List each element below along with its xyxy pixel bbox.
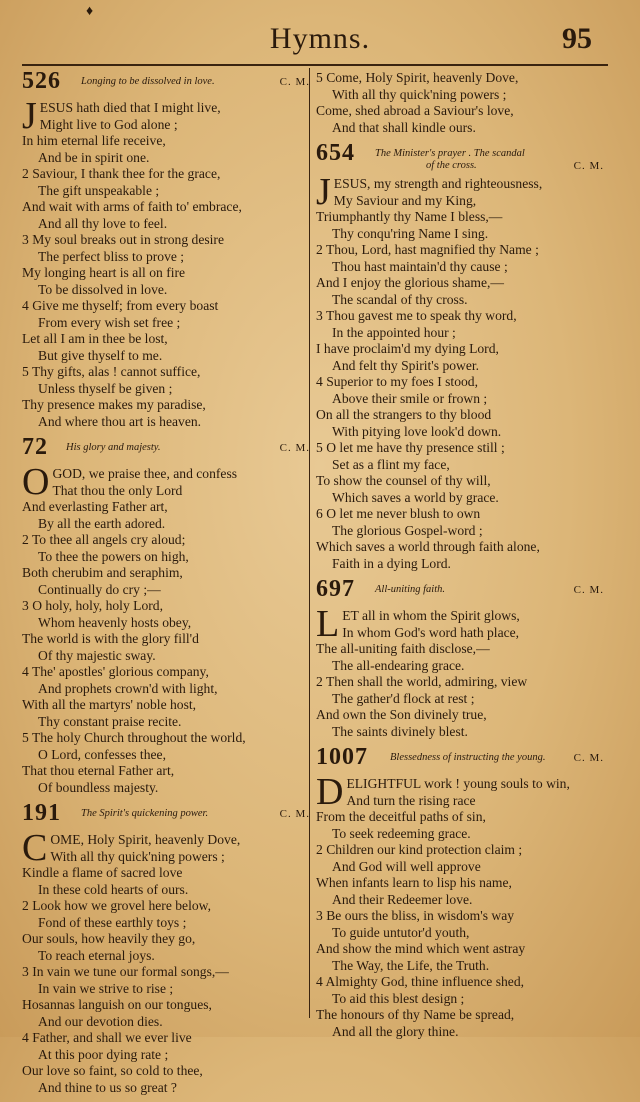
verse-line [316, 70, 604, 87]
verse-text: And show the mind which went astray [316, 941, 526, 956]
verse-line [22, 598, 310, 615]
verse-line [316, 259, 604, 276]
verse-line [22, 298, 310, 315]
verse-text: The all-endearing grace. [332, 657, 465, 673]
verse-line [22, 516, 310, 533]
hymn-meter: C. M. [279, 76, 310, 88]
hymn-header [316, 746, 604, 776]
verse-text: 4 The' apostles' glorious company, [22, 664, 209, 679]
verse-text: 4 Father, and shall we ever live [22, 1030, 192, 1045]
verse-text: And all the glory thine. [332, 1023, 459, 1039]
verse-line [22, 364, 310, 381]
verse-text: And be in spirit one. [38, 149, 150, 165]
verse-text: The honours of thy Name be spread, [316, 1007, 515, 1022]
verse-line [22, 216, 310, 233]
verse-line [316, 859, 604, 876]
hymn-header [316, 142, 604, 176]
verse-line [316, 625, 604, 642]
verse-text: ESUS, my strength and righteousness, [333, 176, 543, 191]
hymn [22, 436, 310, 802]
verse-text: In whom God's word hath place, [342, 624, 520, 640]
verse-line [22, 150, 310, 167]
verse-text: The gift unspeakable ; [38, 182, 160, 198]
verse-text: In vain we strive to rise ; [38, 980, 174, 996]
verse-text: I have proclaim'd my dying Lord, [316, 341, 499, 356]
verse-text: 4 Superior to my foes I stood, [316, 374, 478, 389]
verse-line [316, 793, 604, 810]
verse-line [22, 282, 310, 299]
verse-line [22, 964, 310, 981]
verse-line [22, 249, 310, 266]
verse-text: Let all I am in thee be lost, [22, 331, 168, 346]
verse-line [22, 664, 310, 681]
verse-text: 2 To thee all angels cry aloud; [22, 532, 186, 547]
verse-line [22, 631, 310, 648]
verse-text: Which saves a world through faith alone, [316, 539, 540, 554]
verse-line [316, 358, 604, 375]
verse-text: And wait with arms of faith to' embrace, [22, 199, 242, 214]
verse-line [22, 780, 310, 797]
hymn [316, 70, 604, 142]
hymn-number: 191 [22, 800, 61, 826]
verse-text: Of thy majestic sway. [38, 647, 156, 663]
verse-text: ET all in whom the Spirit glows, [342, 608, 520, 623]
verse-text: The all-uniting faith disclose,— [316, 641, 490, 656]
verse-line [316, 103, 604, 120]
verse-line [316, 325, 604, 342]
verse-line [316, 958, 604, 975]
verse-line [22, 331, 310, 348]
verse-line [22, 414, 310, 431]
verse-line [22, 1063, 310, 1080]
verse-text: To thee the powers on high, [38, 548, 189, 564]
verse-text: Our souls, how heavily they go, [22, 931, 196, 946]
hymn-header [22, 802, 310, 832]
drop-cap: J [316, 171, 331, 213]
verse-text: Both cherubim and seraphim, [22, 565, 183, 580]
verse-line [22, 849, 310, 866]
verse-text: Kindle a flame of sacred love [22, 865, 183, 880]
drop-cap: O [22, 461, 50, 503]
verse-line [316, 826, 604, 843]
verse-line [316, 209, 604, 226]
verse-line [22, 565, 310, 582]
verse-line [316, 193, 604, 210]
hymn-subject-cont: of the cross. [426, 160, 477, 171]
verse-line [316, 892, 604, 909]
verse-line [22, 981, 310, 998]
hymn-number: 526 [22, 68, 61, 94]
verse-text: Might live to God alone ; [39, 116, 178, 132]
drop-cap: L [316, 603, 340, 645]
hymn-meter: C. M. [573, 584, 604, 596]
hymn-gap [316, 1040, 604, 1046]
verse-text: With all the martyrs' noble host, [22, 697, 197, 712]
verse-line [316, 875, 604, 892]
drop-cap: J [22, 95, 37, 137]
verse-text: In these cold hearts of ours. [38, 881, 189, 897]
verse-line [22, 697, 310, 714]
page-mark: ♦ [86, 4, 94, 19]
verse-text: From the deceitful paths of sin, [316, 809, 486, 824]
verse-line [22, 315, 310, 332]
verse-text: Whom heavenly hosts obey, [38, 614, 192, 630]
verse-text: 6 O let me never blush to own [316, 506, 481, 521]
verse-line [22, 1030, 310, 1047]
page-title: Hymns. [269, 22, 371, 55]
hymn-subject: All-uniting faith. [375, 584, 445, 595]
verse-text: At this poor dying rate ; [38, 1046, 169, 1062]
verse-text: The perfect bliss to prove ; [38, 248, 185, 264]
verse-line [22, 1014, 310, 1031]
verse-line [22, 931, 310, 948]
verse-text: Fond of these earthly toys ; [38, 914, 187, 930]
verse-text: With pitying love look'd down. [332, 423, 502, 439]
verse-line [316, 691, 604, 708]
verse-line [22, 915, 310, 932]
hymn-gap [22, 1096, 310, 1102]
hymn-number: 697 [316, 576, 355, 602]
verse-line [316, 641, 604, 658]
verse-text: 2 Children our kind protection claim ; [316, 842, 523, 857]
verse-line [22, 166, 310, 183]
verse-line [316, 523, 604, 540]
verse-line [316, 242, 604, 259]
hymn-meter: C. M. [279, 442, 310, 454]
verse-line [316, 707, 604, 724]
verse-line [316, 391, 604, 408]
verse-text: OME, Holy Spirit, heavenly Dove, [50, 832, 241, 847]
verse-text: And God will well approve [332, 858, 481, 874]
verse-line [316, 539, 604, 556]
verse-line [316, 991, 604, 1008]
verse-text: 2 Then shall the world, admiring, view [316, 674, 528, 689]
verse-line [316, 308, 604, 325]
verse-line [22, 265, 310, 282]
verse-line [22, 532, 310, 549]
hymn-subject: Longing to be dissolved in love. [81, 76, 215, 87]
verse-text: Thy conqu'ring Name I sing. [332, 225, 489, 241]
verse-text: Continually do cry ;— [38, 581, 161, 597]
verse-text: 3 Be ours the bliss, in wisdom's way [316, 908, 515, 923]
hymn-meter: C. M. [573, 752, 604, 764]
verse-text: And I enjoy the glorious shame,— [316, 275, 505, 290]
verse-text: And felt thy Spirit's power. [332, 357, 480, 373]
verse-text: 5 O let me have thy presence still ; [316, 440, 505, 455]
verse-text: 3 My soul breaks out in strong desire [22, 232, 224, 247]
verse-text: 3 In vain we tune our formal songs,— [22, 964, 229, 979]
verse-line [22, 948, 310, 965]
verse-text: My Saviour and my King, [333, 192, 477, 208]
hymn-subject: The Spirit's quickening power. [81, 808, 209, 819]
verse-text: With all thy quick'ning powers ; [50, 848, 225, 864]
verse-text: That thou eternal Father art, [22, 763, 175, 778]
verse-text: O Lord, confesses thee, [38, 746, 166, 762]
hymn-header [316, 578, 604, 608]
hymn-subject: His glory and majesty. [66, 442, 161, 453]
page-number: 95 [562, 22, 592, 55]
verse-line [316, 842, 604, 859]
verse-line [316, 292, 604, 309]
verse-text: ELIGHTFUL work ! young souls to win, [346, 776, 570, 791]
verse-line [22, 648, 310, 665]
verse-line [22, 1047, 310, 1064]
verse-line [316, 457, 604, 474]
verse-line [316, 908, 604, 925]
verse-text: The world is with the glory fill'd [22, 631, 199, 646]
hymn-subject: Blessedness of instructing the young. [390, 752, 546, 763]
verse-text: 4 Almighty God, thine influence shed, [316, 974, 525, 989]
verse-line [22, 483, 310, 500]
verse-text: And everlasting Father art, [22, 499, 168, 514]
verse-text: Triumphantly thy Name I bless,— [316, 209, 503, 224]
verse-line [316, 226, 604, 243]
verse-line [316, 120, 604, 137]
verse-text: To aid this blest design ; [332, 990, 465, 1006]
verse-text: Our love so faint, so cold to thee, [22, 1063, 203, 1078]
verse-line [22, 615, 310, 632]
verse-text: And that shall kindle ours. [332, 119, 476, 135]
verse-text: And turn the rising race [346, 792, 476, 808]
verse-line [22, 381, 310, 398]
verse-line [316, 440, 604, 457]
verse-line [316, 407, 604, 424]
verse-line [22, 549, 310, 566]
verse-text: Come, shed abroad a Saviour's love, [316, 103, 514, 118]
verse-line [22, 133, 310, 150]
verse-text: And our devotion dies. [38, 1013, 163, 1029]
verse-line [316, 974, 604, 991]
verse-text: 2 Saviour, I thank thee for the grace, [22, 166, 221, 181]
verse-text: Thy constant praise recite. [38, 713, 182, 729]
verse-text: Unless thyself be given ; [38, 380, 173, 396]
drop-cap: C [22, 827, 48, 869]
hymn [22, 70, 310, 436]
verse-line [22, 199, 310, 216]
hymn-header [22, 70, 310, 100]
hymn-number: 1007 [316, 744, 368, 770]
verse-text: In him eternal life receive, [22, 133, 166, 148]
verse-text: Above their smile or frown ; [332, 390, 488, 406]
verse-text: Set as a flint my face, [332, 456, 450, 472]
verse-text: 2 Thou, Lord, hast magnified thy Name ; [316, 242, 539, 257]
verse-text: 4 Give me thyself; from every boast [22, 298, 219, 313]
verse-text: To be dissolved in love. [38, 281, 168, 297]
verse-line [316, 374, 604, 391]
verse-line [22, 865, 310, 882]
verse-line [22, 397, 310, 414]
verse-text: Faith in a dying Lord. [332, 555, 451, 571]
verse-text: 5 The holy Church throughout the world, [22, 730, 246, 745]
drop-cap: D [316, 771, 344, 813]
verse-line [22, 714, 310, 731]
verse-line [22, 1080, 310, 1097]
verse-text: 3 Thou gavest me to speak thy word, [316, 308, 517, 323]
verse-line [22, 348, 310, 365]
verse-line [22, 730, 310, 747]
verse-text: 2 Look how we grovel here below, [22, 898, 211, 913]
verse-line [316, 275, 604, 292]
hymn-number: 72 [22, 434, 48, 460]
verse-text: And their Redeemer love. [332, 891, 473, 907]
hymn-subject: The Minister's prayer . The scandal [375, 148, 525, 159]
verse-text: Thy presence makes my paradise, [22, 397, 206, 412]
hymn [316, 142, 604, 578]
verse-line [316, 424, 604, 441]
verse-text: Hosannas languish on our tongues, [22, 997, 212, 1012]
verse-line [316, 87, 604, 104]
verse-text: To guide untutor'd youth, [332, 924, 470, 940]
verse-line [22, 898, 310, 915]
verse-line [22, 747, 310, 764]
verse-text: ESUS hath died that I might live, [39, 100, 221, 115]
verse-text: To seek redeeming grace. [332, 825, 471, 841]
verse-text: By all the earth adored. [38, 515, 166, 531]
verse-text: In the appointed hour ; [332, 324, 456, 340]
verse-line [22, 882, 310, 899]
verse-line [316, 506, 604, 523]
verse-text: The gather'd flock at rest ; [332, 690, 475, 706]
verse-text: And all thy love to feel. [38, 215, 168, 231]
verse-text: And thine to us so great ? [38, 1079, 177, 1095]
verse-line [316, 341, 604, 358]
verse-line [22, 997, 310, 1014]
verse-text: Thou hast maintain'd thy cause ; [332, 258, 508, 274]
verse-text: My longing heart is all on fire [22, 265, 186, 280]
verse-text: The scandal of thy cross. [332, 291, 468, 307]
verse-line [316, 556, 604, 573]
verse-text: To reach eternal joys. [38, 947, 155, 963]
verse-line [22, 582, 310, 599]
hymn [316, 746, 604, 1046]
hymn [22, 802, 310, 1102]
verse-line [316, 941, 604, 958]
verse-line [22, 681, 310, 698]
verse-text: On all the strangers to thy blood [316, 407, 492, 422]
hymn [316, 578, 604, 746]
verse-line [22, 232, 310, 249]
hymn-header [22, 436, 310, 466]
verse-line [22, 117, 310, 134]
verse-line [316, 809, 604, 826]
verse-line [22, 499, 310, 516]
hymn-number: 654 [316, 140, 355, 166]
verse-text: But give thyself to me. [38, 347, 163, 363]
header-rule [22, 64, 608, 66]
verse-text: 5 Thy gifts, alas ! cannot suffice, [22, 364, 201, 379]
hymn-meter: C. M. [279, 808, 310, 820]
verse-text: Of boundless majesty. [38, 779, 159, 795]
left-column [22, 70, 310, 1102]
verse-text: And own the Son divinely true, [316, 707, 487, 722]
verse-text: The glorious Gospel-word ; [332, 522, 483, 538]
verse-line [316, 674, 604, 691]
verse-line [22, 763, 310, 780]
hymn-meter: C. M. [573, 160, 604, 172]
verse-line [316, 490, 604, 507]
verse-text: That thou the only Lord [52, 482, 183, 498]
right-column [316, 70, 604, 1046]
verse-text: 5 Come, Holy Spirit, heavenly Dove, [316, 70, 519, 85]
verse-line [316, 658, 604, 675]
verse-line [22, 183, 310, 200]
verse-line [316, 925, 604, 942]
verse-line [316, 473, 604, 490]
page-header [0, 0, 640, 62]
verse-text: The Way, the Life, the Truth. [332, 957, 490, 973]
verse-text: GOD, we praise thee, and confess [52, 466, 238, 481]
verse-text: When infants learn to lisp his name, [316, 875, 512, 890]
verse-text: 3 O holy, holy, holy Lord, [22, 598, 163, 613]
verse-text: Which saves a world by grace. [332, 489, 499, 505]
verse-text: With all thy quick'ning powers ; [332, 86, 507, 102]
verse-text: And prophets crown'd with light, [38, 680, 218, 696]
verse-line [316, 1007, 604, 1024]
verse-text: From every wish set free ; [38, 314, 181, 330]
verse-text: And where thou art is heaven. [38, 413, 202, 429]
verse-text: To show the counsel of thy will, [316, 473, 491, 488]
verse-text: The saints divinely blest. [332, 723, 468, 739]
verse-line [316, 1024, 604, 1041]
verse-line [316, 724, 604, 741]
